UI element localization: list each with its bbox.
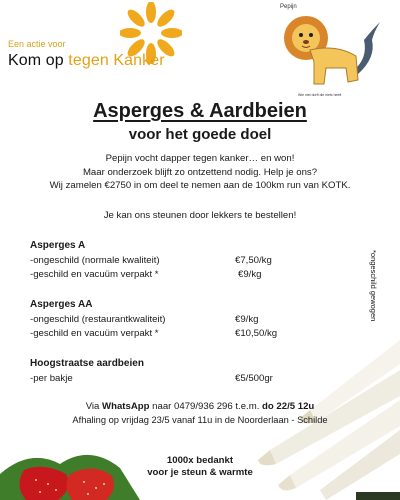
order-deadline: do 22/5 12u [262, 401, 315, 412]
order-prefix: Via [85, 401, 103, 412]
item-label: -geschild en vacuüm verpakt * [30, 269, 159, 280]
item-price: €9/kg [235, 314, 259, 325]
price-row [30, 255, 290, 268]
support-line: Je kan ons steunen door lekkers te bestellen! [103, 210, 297, 221]
title-text: Asperges & Aardbeien [93, 100, 307, 122]
section-title-asperges-aa: Asperges AA [30, 299, 93, 310]
order-instructions [0, 401, 400, 412]
thanks-line-2: voor je steun & warmte [147, 467, 253, 478]
action-line: Een actie voor [8, 39, 66, 49]
lion-mascot-illustration [276, 0, 388, 100]
item-label: -per bakje [30, 373, 73, 384]
brand-name [8, 52, 165, 70]
section-title-asperges-a: Asperges A [30, 240, 86, 251]
price-row [30, 314, 290, 327]
svg-text:Pepijn: Pepijn [280, 4, 297, 10]
intro-line-2: Maar onderzoek blijft zo ontzettend nodig. Help je ons? [82, 166, 318, 178]
intro-line-3: Wij zamelen €2750 in om deel te nemen aan de 100km run van KOTK. [49, 180, 351, 191]
thank-you-note [0, 455, 400, 479]
section-title-aardbeien: Hoogstraatse aardbeien [30, 358, 144, 369]
item-price: €5/500gr [235, 373, 273, 384]
item-price: €9/kg [238, 269, 262, 280]
item-price: €10,50/kg [235, 328, 278, 339]
price-row [30, 269, 290, 282]
item-price: €7,50/kg [235, 255, 272, 266]
whatsapp-label: WhatsApp [102, 401, 150, 412]
side-note-unpeeled-weight: *ongeschild gewogen [369, 250, 378, 322]
item-label: -geschild en vacuüm verpakt * [30, 328, 159, 339]
lion-caption: Wie niet durft die niets heeft [298, 93, 342, 97]
order-phone: naar 0479/936 296 t.e.m. [149, 401, 263, 412]
page-subtitle: voor het goede doel [128, 126, 272, 143]
thanks-line-1: 1000x bedankt [166, 455, 234, 466]
intro-line-1: Pepijn vocht dapper tegen kanker… en won! [105, 153, 295, 164]
brand-part-1: Kom op [8, 52, 64, 69]
page-title [0, 100, 400, 123]
item-label: -ongeschild (restaurantkwaliteit) [30, 314, 166, 325]
item-label: -ongeschild (normale kwaliteit) [30, 255, 160, 266]
brand-part-2: tegen Kanker [68, 52, 165, 69]
intro-text [0, 152, 400, 193]
pickup-info: Afhaling op vrijdag 23/5 vanaf 11u in de Noorderlaan - Schilde [72, 415, 328, 425]
